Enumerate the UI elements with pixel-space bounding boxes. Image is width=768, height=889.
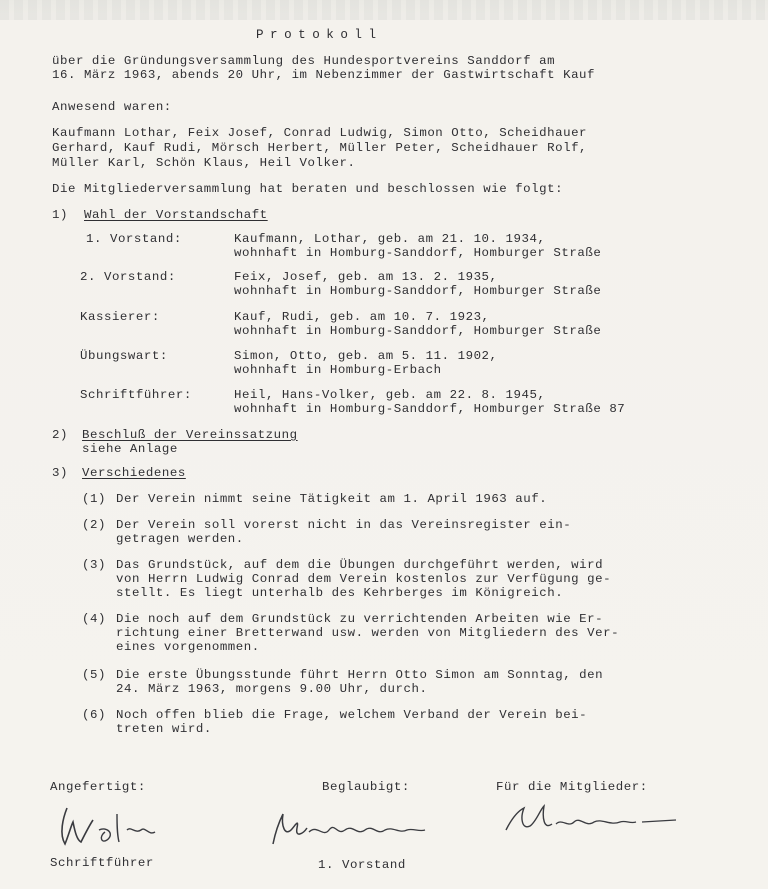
item-line: Der Verein nimmt seine Tätigkeit am 1. April 1963 auf. <box>116 492 548 506</box>
item-number: (6) <box>82 708 106 722</box>
item-line: stellt. Es liegt unterhalb des Kehrberges im Königreich. <box>116 586 564 600</box>
officer-line-1: Simon, Otto, geb. am 5. 11. 1902, <box>234 349 498 363</box>
signature-label-middle: Beglaubigt: <box>322 780 410 794</box>
item-number: (3) <box>82 558 106 572</box>
item-line: Das Grundstück, auf dem die Übungen durchgeführt werden, wird <box>116 558 604 572</box>
resolution-line: Die Mitgliederversammlung hat beraten und beschlossen wie folgt: <box>52 182 564 196</box>
item-line: Noch offen blieb die Frage, welchem Verband der Verein bei- <box>116 708 588 722</box>
officer-line-1: Kauf, Rudi, geb. am 10. 7. 1923, <box>234 310 490 324</box>
section-1-number: 1) <box>52 208 68 222</box>
item-number: (2) <box>82 518 106 532</box>
section-2-note: siehe Anlage <box>82 442 178 456</box>
officer-line-2: wohnhaft in Homburg-Sanddorf, Homburger Straße <box>234 284 602 298</box>
intro-line-1: über die Gründungsversammlung des Hundesportvereins Sanddorf am <box>52 54 556 68</box>
signature-schriftfuehrer <box>55 800 195 850</box>
section-3-heading: Verschiedenes <box>82 466 186 480</box>
officer-role: Schriftführer: <box>80 388 192 402</box>
officer-line-2: wohnhaft in Homburg-Sanddorf, Homburger Straße <box>234 324 602 338</box>
intro-line-2: 16. März 1963, abends 20 Uhr, im Nebenzimmer der Gastwirtschaft Kauf <box>52 68 596 82</box>
signature-label-right: Für die Mitglieder: <box>496 780 648 794</box>
officer-role: Übungswart: <box>80 349 168 363</box>
item-line: Die erste Übungsstunde führt Herrn Otto Simon am Sonntag, den <box>116 668 604 682</box>
section-2-number: 2) <box>52 428 68 442</box>
document-title: Protokoll <box>256 28 383 42</box>
section-2-heading: Beschluß der Vereinssatzung <box>82 428 298 442</box>
item-line: richtung einer Bretterwand usw. werden von Mitgliedern des Ver- <box>116 626 620 640</box>
officer-line-2: wohnhaft in Homburg-Erbach <box>234 363 442 377</box>
item-line: treten wird. <box>116 722 212 736</box>
present-heading: Anwesend waren: <box>52 100 172 114</box>
officer-line-2: wohnhaft in Homburg-Sanddorf, Homburger Straße 87 <box>234 402 626 416</box>
item-line: von Herrn Ludwig Conrad dem Verein kostenlos zur Verfügung ge- <box>116 572 612 586</box>
officer-line-1: Heil, Hans-Volker, geb. am 22. 8. 1945, <box>234 388 546 402</box>
officer-line-1: Kaufmann, Lothar, geb. am 21. 10. 1934, <box>234 232 546 246</box>
item-line: Die noch auf dem Grundstück zu verrichtenden Arbeiten wie Er- <box>116 612 604 626</box>
item-number: (5) <box>82 668 106 682</box>
officer-role: Kassierer: <box>80 310 160 324</box>
section-1-heading: Wahl der Vorstandschaft <box>84 208 268 222</box>
item-number: (1) <box>82 492 106 506</box>
signature-vorstand <box>265 808 435 850</box>
item-line: 24. März 1963, morgens 9.00 Uhr, durch. <box>116 682 428 696</box>
section-3-number: 3) <box>52 466 68 480</box>
signature-caption-middle: 1. Vorstand <box>318 858 406 872</box>
officer-line-2: wohnhaft in Homburg-Sanddorf, Homburger Straße <box>234 246 602 260</box>
bleed-through-text <box>0 0 768 20</box>
item-line: eines vorgenommen. <box>116 640 260 654</box>
signature-label-left: Angefertigt: <box>50 780 146 794</box>
officer-line-1: Feix, Josef, geb. am 13. 2. 1935, <box>234 270 498 284</box>
officer-role: 1. Vorstand: <box>86 232 182 246</box>
item-number: (4) <box>82 612 106 626</box>
present-line-2: Gerhard, Kauf Rudi, Mörsch Herbert, Müller Peter, Scheidhauer Rolf, <box>52 141 588 155</box>
item-line: Der Verein soll vorerst nicht in das Vereinsregister ein- <box>116 518 572 532</box>
signature-mitglieder <box>500 800 680 840</box>
officer-role: 2. Vorstand: <box>80 270 176 284</box>
present-line-3: Müller Karl, Schön Klaus, Heil Volker. <box>52 156 356 170</box>
present-line-1: Kaufmann Lothar, Feix Josef, Conrad Ludwig, Simon Otto, Scheidhauer <box>52 126 588 140</box>
signature-caption-left: Schriftführer <box>50 856 154 870</box>
item-line: getragen werden. <box>116 532 244 546</box>
